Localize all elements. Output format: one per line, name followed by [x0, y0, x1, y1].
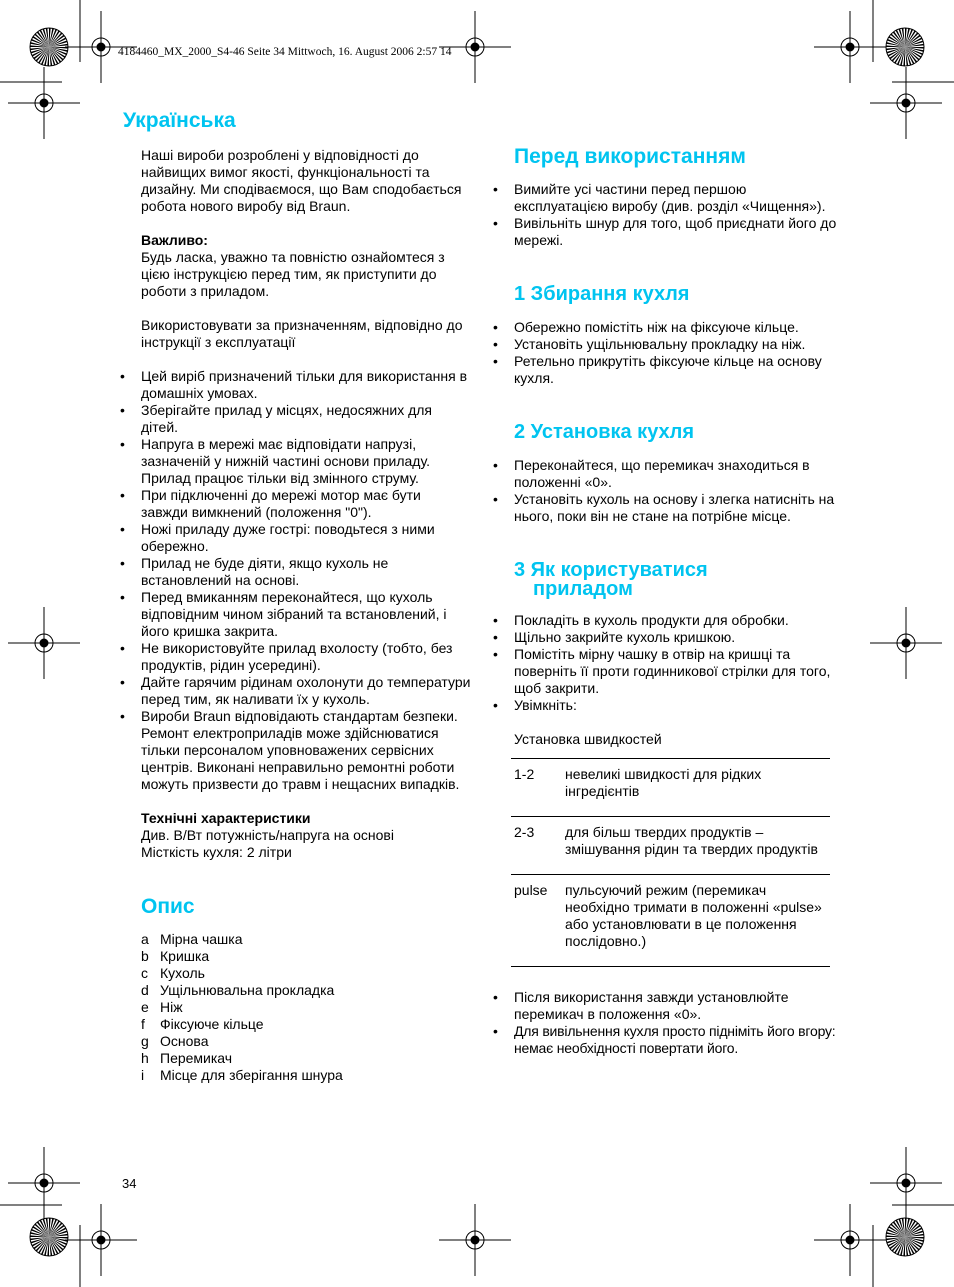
list-item: • Зберігайте прилад у місцях, недосяжних для дітей. — [120, 402, 433, 435]
list-item: • Ретельно прикрутіть фіксуюче кільце на основу кухля. — [493, 353, 822, 386]
color-target-mark — [886, 28, 924, 66]
list-item: • При підключенні до мережі мотор має бути завжди вимкнений (положення "0"). — [120, 487, 421, 520]
list-item: • Увімкніть: — [493, 697, 577, 713]
parts-list — [141, 931, 471, 1084]
list-item: • Не використовуйте прилад вхолосту (тобто, без продуктів, рідин усередині). — [120, 640, 453, 673]
left-column — [120, 147, 471, 1084]
section2-title: 2 Установка кухля — [514, 421, 695, 443]
section3-list — [493, 612, 839, 714]
section3-title: 3 Як користуватися приладом — [514, 559, 708, 600]
list-item: a Мірна чашка — [141, 931, 243, 947]
list-item: • Вироби Braun відповідають стандартам безпеки. Ремонт електроприладів може здійснюватися тільки персоналом уповноважених сервісних центрів. Виконані неправильно ремонтні роботи можуть призвести до травм і нещасних випадків. — [120, 708, 460, 792]
page-number: 34 — [122, 1176, 137, 1191]
list-item: h Перемикач — [141, 1050, 233, 1066]
important-label: Важливо: — [141, 232, 208, 248]
list-item: • Ножі приладу дуже гострі: поводьтеся з ними обережно. — [120, 521, 435, 554]
list-item: • Помістіть мірну чашку в отвір на кришці та поверніть її проти годинникової стрілки для того, щоб закрити. — [493, 646, 831, 696]
list-item: • Прилад не буде діяти, якщо кухоль не встановлений на основі. — [120, 555, 389, 588]
speed-table — [511, 758, 830, 967]
speed-label: Установка швидкостей — [514, 731, 662, 747]
list-item: g Основа — [141, 1033, 209, 1049]
registration-dot — [902, 639, 910, 647]
list-item: • Після використання завжди установлюйте перемикач в положення «0». — [493, 989, 789, 1022]
registration-dot — [846, 43, 854, 51]
list-item: i Місце для зберігання шнура — [141, 1067, 343, 1083]
registration-dot — [902, 1179, 910, 1187]
list-item: • Установіть кухоль на основу і злегка натисніть на нього, поки він не стане на потрібне місце. — [493, 491, 835, 524]
list-item: • Переконайтеся, що перемикач знаходиться в положенні «0». — [493, 457, 810, 490]
list-item: • Вивільніть шнур для того, щоб приєднати його до мережі. — [493, 215, 837, 248]
table-row: 1-2 невеликі швидкості для рідких інгредієнтів — [511, 759, 830, 817]
specs-label: Технічні характеристики — [141, 810, 311, 826]
registration-dot — [40, 639, 48, 647]
list-item: • Щільно закрийте кухоль кришкою. — [493, 629, 736, 645]
specs-line: Місткість кухля: 2 літри — [141, 844, 292, 860]
list-item: b Кришка — [141, 948, 210, 964]
important-text: Будь ласка, уважно та повністю ознайомтеся з цією інструкцією перед тим, як приступити до роботи з приладом. — [141, 249, 445, 299]
section2-list — [493, 457, 839, 525]
list-item: • Вимийте усі частини перед першою експлуатацією виробу (див. розділ «Чищення»). — [493, 181, 826, 214]
list-item: • Покладіть в кухоль продукти для обробки. — [493, 612, 789, 628]
registration-dot — [40, 1179, 48, 1187]
list-item: • Обережно помістіть ніж на фіксуюче кільце. — [493, 319, 799, 335]
color-target-mark — [30, 1218, 68, 1256]
table-row: 2-3 для більш твердих продуктів – змішування рідин та твердих продуктів — [511, 817, 830, 875]
after-use-list — [493, 989, 839, 1057]
before-use-title: Перед використанням — [514, 145, 746, 168]
registration-dot — [902, 99, 910, 107]
registration-dot — [471, 1236, 479, 1244]
safety-list — [120, 368, 471, 793]
table-row: pulse пульсуючий режим (перемикач необхідно тримати в положенні «pulse» або установлювати в це положення послідовно.) — [511, 875, 830, 967]
list-item: • Установіть ущільнювальну прокладку на ніж. — [493, 336, 806, 352]
registration-dot — [846, 1236, 854, 1244]
list-item: d Ущільнювальна прокладка — [141, 982, 335, 998]
list-item: f Фіксуюче кільце — [141, 1016, 264, 1032]
list-item: • Перед вмиканням переконайтеся, що кухоль відповідним чином зібраний та встановлений, і його кришка закрита. — [120, 589, 447, 639]
usage-text: Використовувати за призначенням, відповідно до інструкції з експлуатації — [141, 317, 463, 350]
color-target-mark — [886, 1218, 924, 1256]
registration-dot — [97, 43, 105, 51]
right-column — [493, 145, 839, 1057]
print-header-line: 4184460_MX_2000_S4-46 Seite 34 Mittwoch, 16. August 2006 2:57 14 — [118, 46, 452, 58]
description-title: Опис — [141, 895, 195, 918]
registration-dot — [97, 1236, 105, 1244]
section1-list — [493, 319, 839, 387]
list-item: • Цей виріб призначений тільки для використання в домашніх умовах. — [120, 368, 468, 401]
registration-dot — [471, 43, 479, 51]
list-item: c Кухоль — [141, 965, 205, 981]
intro-paragraph: Наші вироби розроблені у відповідності до найвищих вимог якості, функціональності та дизайну. Ми сподіваємося, що Вам сподобається робота нового виробу від Braun. — [141, 147, 462, 214]
before-use-list — [493, 181, 839, 249]
section1-title: 1 Збирання кухля — [514, 283, 690, 305]
list-item: • Для вивільнення кухля просто підніміть його вгору: немає необхідності повертати його. — [493, 1023, 836, 1056]
list-item: e Ніж — [141, 999, 183, 1015]
list-item: • Дайте гарячим рідинам охолонути до температури перед тим, як наливати їх у кухоль. — [120, 674, 471, 707]
list-item: • Напруга в мережі має відповідати напрузі, зазначеній у нижній частині основи приладу. Прилад працює тільки від змінного струму. — [120, 436, 430, 486]
specs-line: Див. В/Вт потужність/напруга на основі — [141, 827, 394, 843]
color-target-mark — [30, 28, 68, 66]
language-title: Українська — [123, 109, 236, 132]
registration-dot — [40, 99, 48, 107]
